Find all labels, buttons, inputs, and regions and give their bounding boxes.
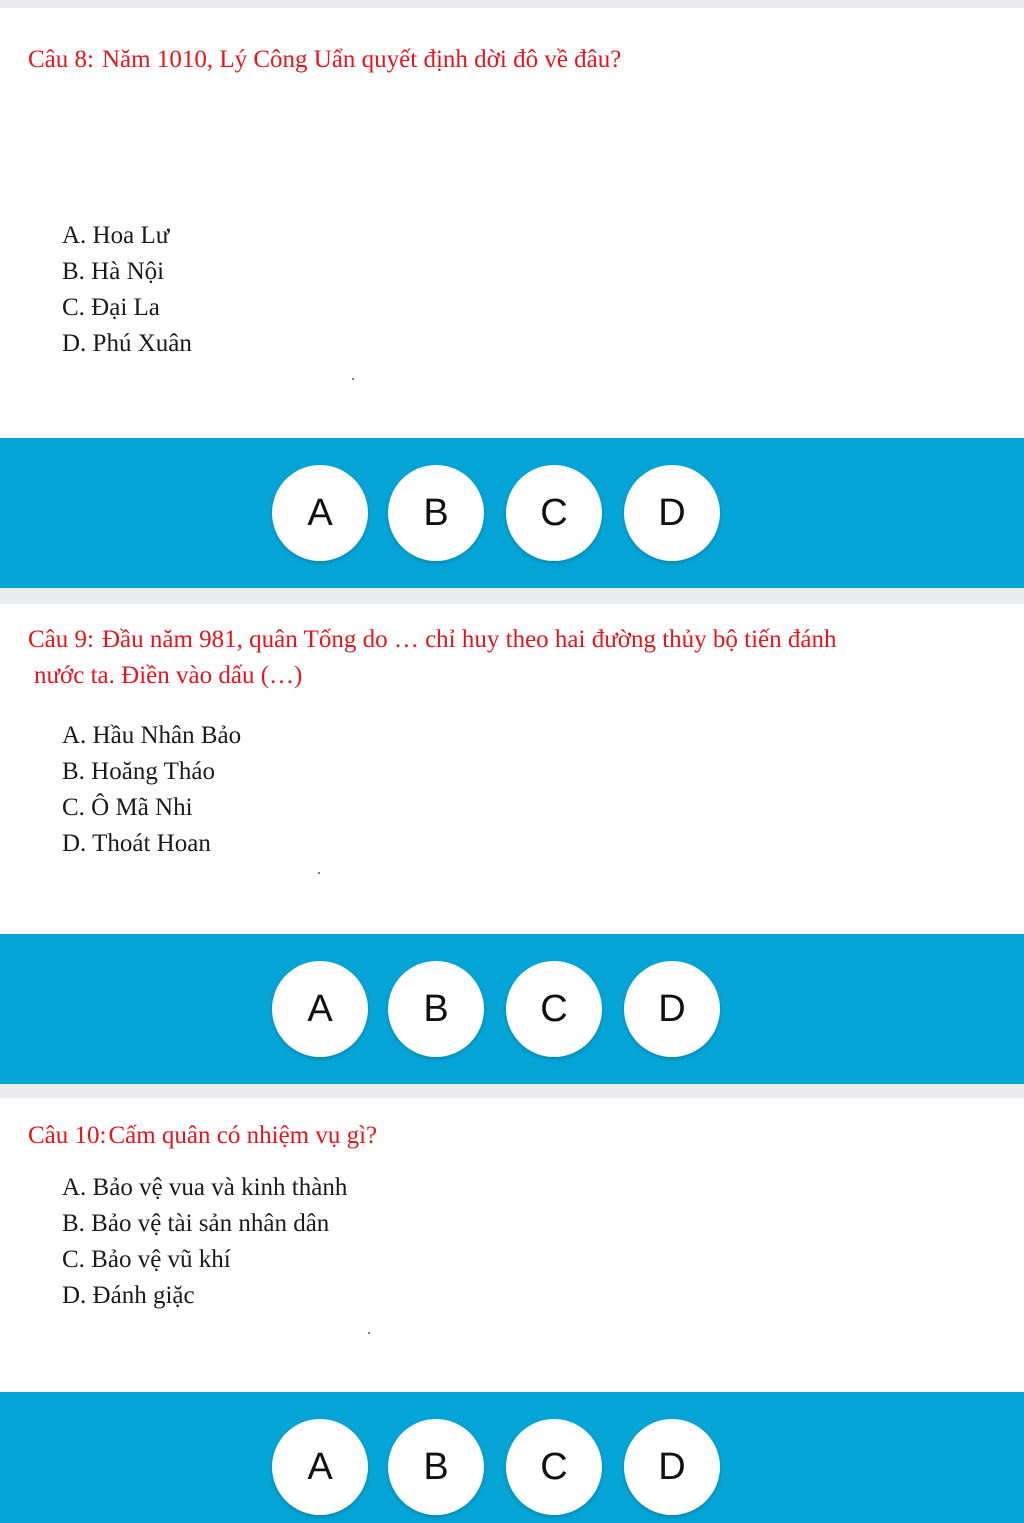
answer-button-b[interactable]: B <box>388 961 484 1057</box>
option-a: A. Hầu Nhân Bảo <box>62 722 242 749</box>
question-title <box>28 42 621 78</box>
answer-button-a[interactable]: A <box>272 961 368 1057</box>
question-text: Năm 1010, Lý Công Uẩn quyết định dời đô về đâu? <box>101 46 622 73</box>
option-d: D. Phú Xuân <box>62 330 192 357</box>
answer-button-b[interactable]: B <box>388 465 484 561</box>
options-list <box>62 1170 347 1314</box>
answer-bar-9 <box>0 934 1024 1084</box>
stray-mark <box>352 378 354 380</box>
question-text: Cấm quân có nhiệm vụ gì? <box>108 1122 378 1149</box>
answer-button-b[interactable]: B <box>388 1419 484 1515</box>
question-title <box>28 1118 377 1154</box>
question-title <box>28 622 837 694</box>
option-a: A. Bảo vệ vua và kinh thành <box>62 1174 348 1201</box>
question-label: Câu 10: <box>28 1122 107 1149</box>
answer-button-a[interactable]: A <box>272 1419 368 1515</box>
answer-bar-10 <box>0 1392 1024 1523</box>
answer-button-c[interactable]: C <box>506 465 602 561</box>
option-c: C. Ô Mã Nhi <box>62 794 193 821</box>
option-b: B. Hà Nội <box>62 258 165 285</box>
stray-mark <box>318 872 320 874</box>
question-text: Đầu năm 981, quân Tống do … chỉ huy theo hai đường thủy bộ tiến đánh <box>101 626 837 653</box>
option-b: B. Hoăng Tháo <box>62 758 215 785</box>
answer-button-d[interactable]: D <box>624 1419 720 1515</box>
question-card-10 <box>0 1098 1024 1392</box>
question-label: Câu 9: <box>28 626 94 653</box>
option-d: D. Đánh giặc <box>62 1282 195 1309</box>
options-list <box>62 718 241 862</box>
question-card-8 <box>0 8 1024 438</box>
option-a: A. Hoa Lư <box>62 222 170 249</box>
answer-bar-8 <box>0 438 1024 588</box>
answer-button-c[interactable]: C <box>506 961 602 1057</box>
question-label: Câu 8: <box>28 46 94 73</box>
option-c: C. Đại La <box>62 294 160 321</box>
question-text-line2: nước ta. Điền vào dấu (…) <box>34 662 303 689</box>
stray-mark <box>368 1332 370 1334</box>
option-d: D. Thoát Hoan <box>62 830 211 857</box>
option-c: C. Bảo vệ vũ khí <box>62 1246 231 1273</box>
answer-button-d[interactable]: D <box>624 961 720 1057</box>
answer-button-d[interactable]: D <box>624 465 720 561</box>
question-card-9 <box>0 604 1024 934</box>
answer-button-c[interactable]: C <box>506 1419 602 1515</box>
answer-button-a[interactable]: A <box>272 465 368 561</box>
options-list <box>62 218 192 362</box>
option-b: B. Bảo vệ tài sản nhân dân <box>62 1210 330 1237</box>
